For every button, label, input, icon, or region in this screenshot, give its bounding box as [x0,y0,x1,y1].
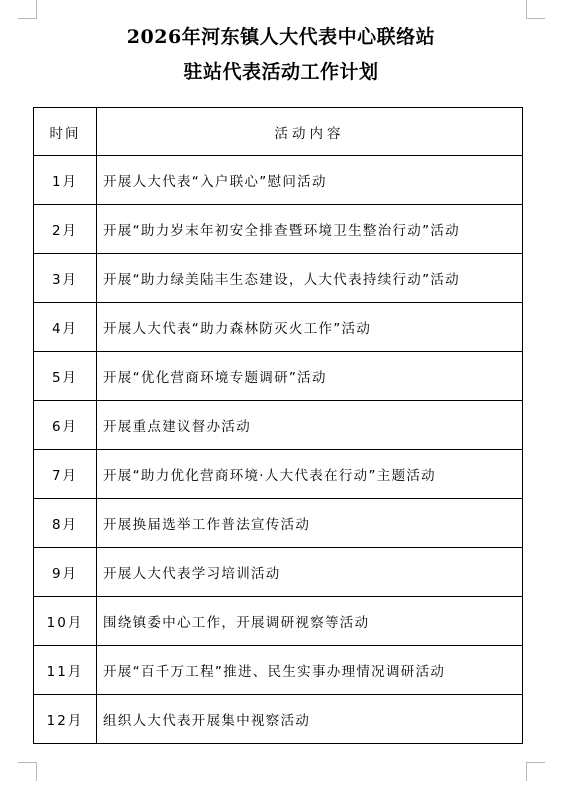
month-cell: 9月 [34,548,97,597]
table-body [34,156,523,744]
header-activity: 活动内容 [97,108,523,156]
table-row [34,401,523,450]
month-cell: 4月 [34,303,97,352]
activity-cell: 开展人大代表学习培训活动 [97,548,523,597]
activity-cell: 开展“助力绿美陆丰生态建设，人大代表持续行动”活动 [97,254,523,303]
month-cell: 7月 [34,450,97,499]
month-cell: 3月 [34,254,97,303]
month-cell: 6月 [34,401,97,450]
activity-cell: 开展重点建议督办活动 [97,401,523,450]
month-cell: 11月 [34,646,97,695]
activity-cell: 开展“优化营商环境专题调研”活动 [97,352,523,401]
table-row [34,695,523,744]
table-row [34,156,523,205]
activity-cell: 组织人大代表开展集中视察活动 [97,695,523,744]
table-row [34,205,523,254]
crop-mark-top-right [526,0,545,19]
activity-cell: 围绕镇委中心工作，开展调研视察等活动 [97,597,523,646]
activity-cell: 开展人大代表“入户联心”慰问活动 [97,156,523,205]
document-title-line-1: 2026年河东镇人大代表中心联络站 [126,26,436,48]
activity-plan-table [33,107,523,744]
month-cell: 10月 [34,597,97,646]
table-row [34,254,523,303]
activity-cell: 开展“助力岁末年初安全排查暨环境卫生整治行动”活动 [97,205,523,254]
month-cell: 2月 [34,205,97,254]
table-row [34,303,523,352]
month-cell: 12月 [34,695,97,744]
table-row [34,450,523,499]
table-row [34,597,523,646]
activity-cell: 开展“百千万工程”推进、民生实事办理情况调研活动 [97,646,523,695]
crop-mark-top-left [18,0,37,19]
table-header-row [34,108,523,156]
month-cell: 5月 [34,352,97,401]
document-title-line-2: 驻站代表活动工作计划 [183,61,379,83]
crop-mark-bottom-right [526,762,545,781]
activity-cell: 开展人大代表“助力森林防灭火工作”活动 [97,303,523,352]
activity-cell: 开展换届选举工作普法宣传活动 [97,499,523,548]
crop-mark-bottom-left [18,762,37,781]
month-cell: 8月 [34,499,97,548]
table-row [34,548,523,597]
header-time: 时间 [34,108,97,156]
table-row [34,499,523,548]
table-row [34,646,523,695]
table-row [34,352,523,401]
activity-cell: 开展“助力优化营商环境·人大代表在行动”主题活动 [97,450,523,499]
month-cell: 1月 [34,156,97,205]
